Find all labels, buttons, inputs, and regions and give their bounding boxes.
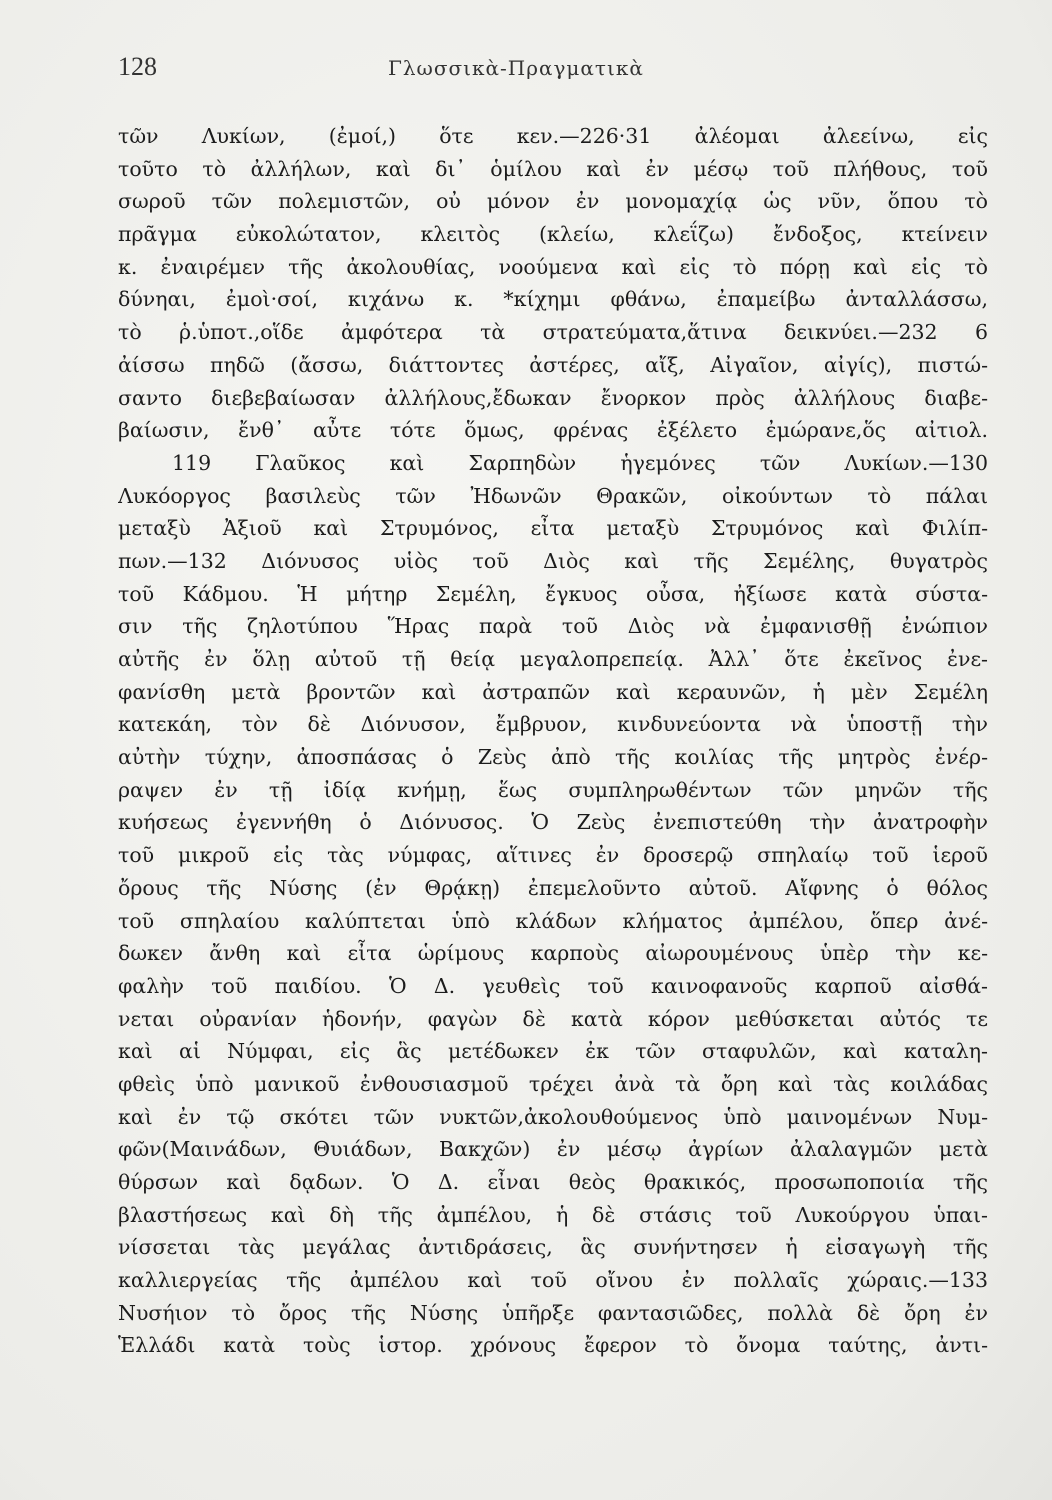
text-line: αὐτῆς ἐν ὅλῃ αὐτοῦ τῇ θείᾳ μεγαλοπρεπείᾳ. Ἀλλ᾽ ὅτε ἐκεῖνος ἐνε-: [118, 647, 988, 671]
running-title: Γλωσσικὰ-Πραγματικὰ: [388, 56, 644, 80]
text-line: Λυκόοργος βασιλεὺς τῶν Ἠδωνῶν Θρακῶν, οἰκούντων τὸ πάλαι: [118, 483, 988, 508]
text-line: φῶν(Μαινάδων, Θυιάδων, Βακχῶν) ἐν μέσῳ ἀγρίων ἀλαλαγμῶν μετὰ: [118, 1137, 988, 1162]
text-line: σαντο διεβεβαίωσαν ἀλλήλους,ἔδωκαν ἔνορκον πρὸς ἀλλήλους διαβε-: [118, 385, 988, 410]
text-line: δωκεν ἄνθη καὶ εἶτα ὡρίμους καρποὺς αἰωρουμένους ὑπὲρ τὴν κε-: [118, 941, 988, 966]
text-line: ραψεν ἐν τῇ ἰδίᾳ κνήμῃ, ἕως συμπληρωθέντων τῶν μηνῶν τῆς: [118, 777, 988, 802]
text-line: Νυσήιον τὸ ὄρος τῆς Νύσης ὑπῆρξε φαντασιῶδες, πολλὰ δὲ ὄρη ἐν: [118, 1300, 988, 1325]
text-line: τῶν Λυκίων, (ἐμοί,) ὅτε κεν.—226·31 ἀλέομαι ἀλεείνω, εἰς: [118, 124, 988, 148]
text-line: κ. ἐναιρέμεν τῆς ἀκολουθίας, νοούμενα καὶ εἰς τὸ πόρῃ καὶ εἰς τὸ: [118, 254, 988, 279]
body-text: [118, 120, 988, 1362]
text-line: σωροῦ τῶν πολεμιστῶν, οὐ μόνον ἐν μονομαχίᾳ ὡς νῦν, ὅπου τὸ: [118, 189, 988, 214]
text-line: τοῦ μικροῦ εἰς τὰς νύμφας, αἵτινες ἐν δροσερῷ σπηλαίῳ τοῦ ἱεροῦ: [118, 843, 988, 868]
text-line: κυήσεως ἐγεννήθη ὁ Διόνυσος. Ὁ Ζεὺς ἐνεπιστεύθη τὴν ἀνατροφὴν: [118, 810, 988, 835]
text-line: νεται οὐρανίαν ἡδονήν, φαγὼν δὲ κατὰ κόρον μεθύσκεται αὐτός τε: [118, 1006, 988, 1031]
text-line: φαλὴν τοῦ παιδίου. Ὁ Δ. γευθεὶς τοῦ καινοφανοῦς καρποῦ αἰσθά-: [118, 973, 988, 998]
text-line: φθεὶς ὑπὸ μανικοῦ ἐνθουσιασμοῦ τρέχει ἀνὰ τὰ ὄρη καὶ τὰς κοιλάδας: [118, 1071, 988, 1096]
text-line: τοῦ Κάδμου. Ἡ μήτηρ Σεμέλη, ἔγκυος οὖσα, ἠξίωσε κατὰ σύστα-: [118, 581, 988, 606]
text-line: πων.—132 Διόνυσος υἱὸς τοῦ Διὸς καὶ τῆς Σεμέλης, θυγατρὸς: [118, 548, 988, 573]
text-line: κατεκάη, τὸν δὲ Διόνυσον, ἔμβρυον, κινδυνεύοντα νὰ ὑποστῇ τὴν: [118, 712, 988, 737]
text-line: μεταξὺ Ἀξιοῦ καὶ Στρυμόνος, εἶτα μεταξὺ Στρυμόνος καὶ Φιλίπ-: [118, 516, 988, 541]
text-line: 119 Γλαῦκος καὶ Σαρπηδὼν ἡγεμόνες τῶν Λυκίων.—130: [172, 450, 988, 475]
text-line: Ἑλλάδι κατὰ τοὺς ἱστορ. χρόνους ἔφερον τὸ ὄνομα ταύτης, ἀντι-: [118, 1333, 988, 1358]
text-line: πρᾶγμα εὐκολώτατον, κλειτὸς (κλείω, κλεΐζω) ἔνδοξος, κτείνειν: [118, 222, 988, 247]
text-line: ὄρους τῆς Νύσης (ἐν Θρᾴκῃ) ἐπεμελοῦντο αὐτοῦ. Αἴφνης ὁ θόλος: [118, 875, 988, 900]
text-line: θύρσων καὶ δᾳδων. Ὁ Δ. εἶναι θεὸς θρακικός, προσωποποιία τῆς: [118, 1170, 988, 1194]
text-line: δύνηαι, ἐμοὶ·σοί, κιχάνω κ. *κίχημι φθάνω, ἐπαμείβω ἀνταλλάσσω,: [118, 287, 988, 312]
text-line: τοῦ σπηλαίου καλύπτεται ὑπὸ κλάδων κλήματος ἀμπέλου, ὅπερ ἀνέ-: [118, 908, 988, 933]
text-line: νίσσεται τὰς μεγάλας ἀντιδράσεις, ἃς συνήντησεν ἡ εἰσαγωγὴ τῆς: [118, 1235, 988, 1260]
text-line: βαίωσιν, ἔνθ᾽ αὖτε τότε ὅμως, φρένας ἐξέλετο ἐμώρανε,ὅς αἰτιολ.: [118, 418, 988, 443]
text-line: ἀίσσω πηδῶ (ἄσσω, διάττοντες ἀστέρες, αἴξ, Αἰγαῖον, αἰγίς), πιστώ-: [118, 352, 988, 377]
page-header: [118, 52, 966, 92]
text-line: καλλιεργείας τῆς ἀμπέλου καὶ τοῦ οἴνου ἐν πολλαῖς χώραις.—133: [118, 1268, 988, 1293]
text-line: φανίσθη μετὰ βροντῶν καὶ ἀστραπῶν καὶ κεραυνῶν, ἡ μὲν Σεμέλη: [118, 679, 988, 704]
text-line: καὶ αἱ Νύμφαι, εἰς ἃς μετέδωκεν ἐκ τῶν σταφυλῶν, καὶ καταλη-: [118, 1039, 988, 1064]
text-line: αὐτὴν τύχην, ἀποσπάσας ὁ Ζεὺς ἀπὸ τῆς κοιλίας τῆς μητρὸς ἐνέρ-: [118, 745, 988, 770]
page-number: 128: [118, 52, 157, 81]
text-line: καὶ ἐν τῷ σκότει τῶν νυκτῶν,ἀκολουθούμενος ὑπὸ μαινομένων Νυμ-: [118, 1104, 988, 1129]
text-line: σιν τῆς ζηλοτύπου Ἥρας παρὰ τοῦ Διὸς νὰ ἐμφανισθῇ ἐνώπιον: [118, 614, 988, 639]
text-line: βλαστήσεως καὶ δὴ τῆς ἀμπέλου, ἡ δὲ στάσις τοῦ Λυκούργου ὑπαι-: [118, 1202, 988, 1227]
text-line: τὸ ῥ.ὑποτ.,οἵδε ἀμφότερα τὰ στρατεύματα,ἅτινα δεικνύει.—232 6: [118, 320, 988, 345]
text-line: τοῦτο τὸ ἀλλήλων, καὶ δι᾽ ὁμίλου καὶ ἐν μέσῳ τοῦ πλήθους, τοῦ: [118, 156, 988, 181]
